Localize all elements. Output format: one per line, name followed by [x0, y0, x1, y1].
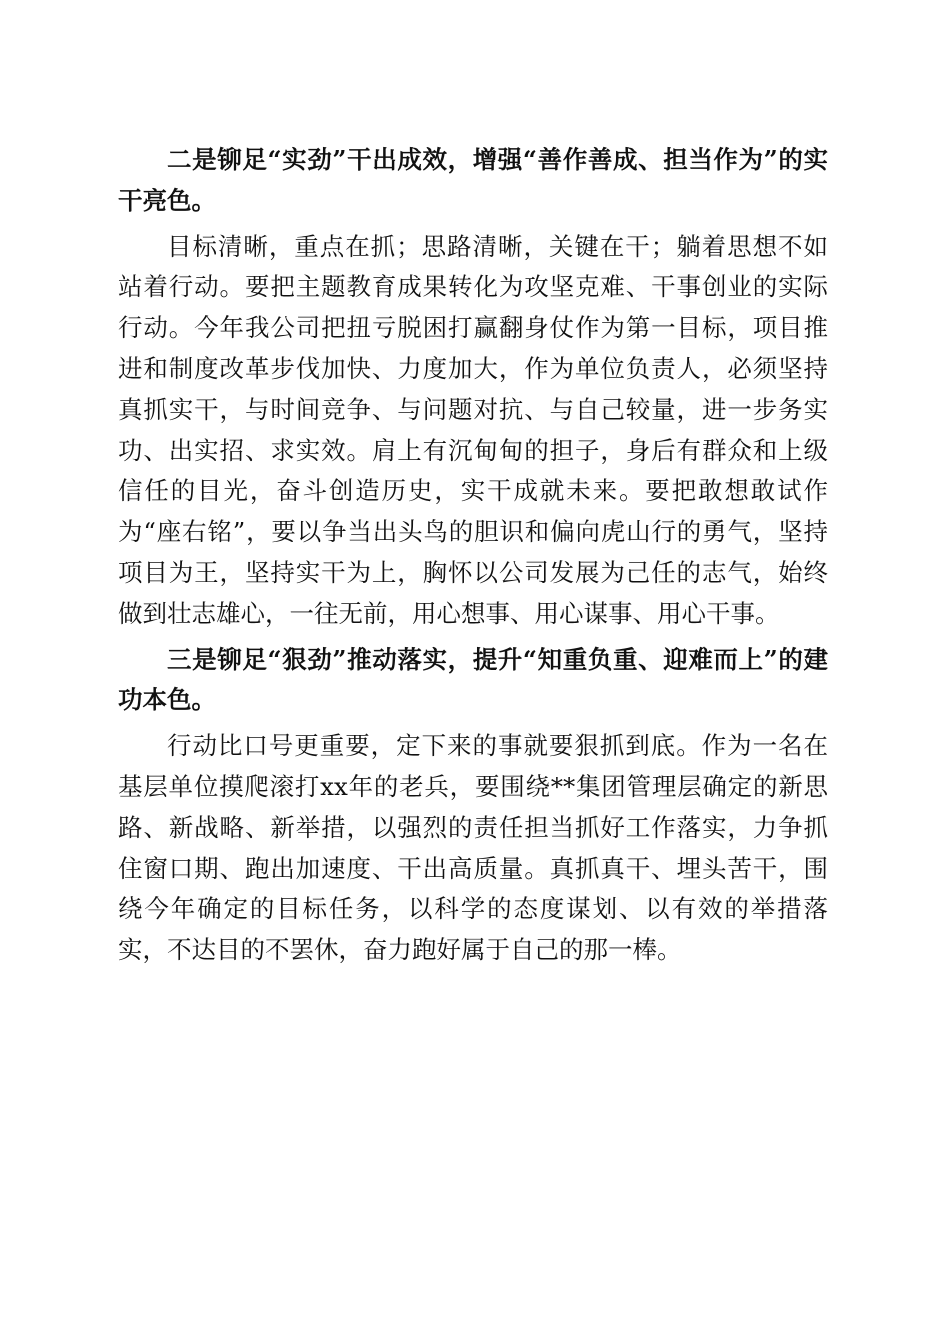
section-heading-two: 二是铆足“实劲”干出成效，增强“善作善成、担当作为”的实干亮色。: [118, 145, 828, 215]
document-body: [118, 140, 828, 976]
section-heading-three: 三是铆足“狠劲”推动落实，提升“知重负重、迎难而上”的建功本色。: [118, 644, 828, 715]
section-body-three: 行动比口号更重要，定下来的事就要狠抓到底。作为一名在基层单位摸爬滚打xx年的老兵，要围绕**集团管理层确定的新思路、新战略、新举措，以强烈的责任担当抓好工作落实，力争抓住窗口期、跑出加速度、干出高质量。真抓真干、埋头苦干，围绕今年确定的目标任务，以科学的态度谋划、以有效的举措落实，不达目的不罢休，奋力跑好属于自己的那一棒。: [118, 731, 828, 965]
section-body-two: 目标清晰，重点在抓；思路清晰，关键在干；躺着思想不如站着行动。要把主题教育成果转化为攻坚克难、干事创业的实际行动。今年我公司把扭亏脱困打赢翻身仗作为第一目标，项目推进和制度改革步伐加快、力度加大，作为单位负责人，必须坚持真抓实干，与时间竞争、与问题对抗、与自己较量，进一步务实功、出实招、求实效。肩上有沉甸甸的担子，身后有群众和上级信任的目光，奋斗创造历史，实干成就未来。要把敢想敢试作为“座右铭”，要以争当出头鸟的胆识和偏向虎山行的勇气，坚持项目为王，坚持实干为上，胸怀以公司发展为己任的志气，始终做到壮志雄心，一往无前，用心想事、用心谋事、用心干事。: [118, 231, 828, 628]
